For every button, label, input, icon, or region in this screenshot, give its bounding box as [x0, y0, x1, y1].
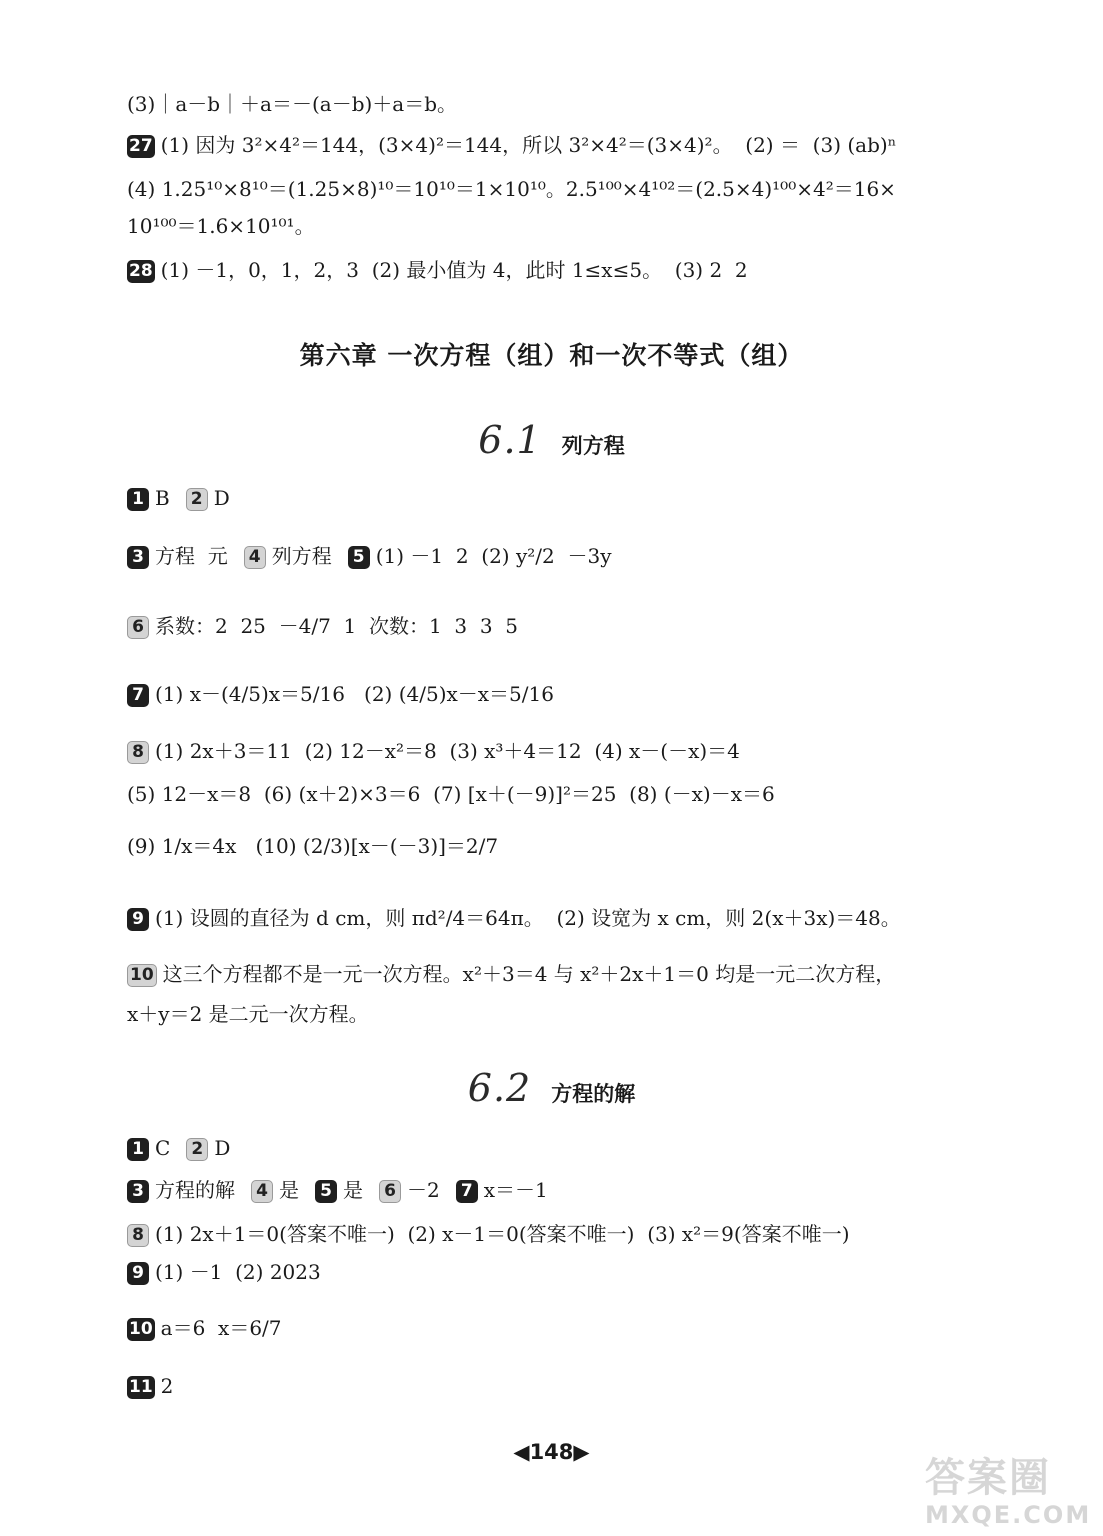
watermark-url: MXQE.COM — [925, 1501, 1092, 1529]
question-number-badge: 3 — [127, 546, 149, 569]
section-title: 列方程 — [561, 434, 625, 458]
section-heading — [0, 418, 1103, 462]
answer-line — [127, 832, 1043, 860]
question-number-badge: 5 — [348, 546, 370, 569]
answer-text: 10¹⁰⁰＝1.6×10¹⁰¹。 — [127, 214, 315, 238]
answer-text: (1) 2x＋3＝11 (2) 12－x²＝8 (3) x³＋4＝12 (4) x－(－x)＝4 — [155, 739, 740, 763]
answer-line — [127, 1134, 1043, 1162]
question-number-badge: 2 — [186, 1138, 208, 1161]
answer-text: C — [155, 1136, 171, 1160]
answer-text: (1) 因为 3²×4²＝144，(3×4)²＝144，所以 3²×4²＝(3×4)²。 (2) ＝ (3) (ab)ⁿ — [160, 133, 897, 157]
section-heading — [0, 1066, 1103, 1110]
section-number: 6.1 — [478, 418, 542, 462]
answer-text: B — [155, 486, 170, 510]
question-number-badge: 6 — [379, 1180, 401, 1203]
answer-line — [127, 960, 1043, 988]
question-number-badge: 10 — [127, 964, 157, 987]
answer-text: (4) 1.25¹⁰×8¹⁰＝(1.25×8)¹⁰＝10¹⁰＝1×10¹⁰。2.5¹⁰⁰×4¹⁰²＝(2.5×4)¹⁰⁰×4²＝16× — [127, 177, 896, 201]
question-number-badge: 4 — [244, 546, 266, 569]
question-number-badge: 11 — [129, 1377, 153, 1397]
question-number-badge: 9 — [127, 1262, 149, 1285]
answer-line — [127, 1176, 1043, 1204]
answer-text: (1) x－(4/5)x＝5/16 (2) (4/5)x－x＝5/16 — [155, 682, 554, 706]
question-number-badge: 1 — [127, 1138, 149, 1161]
question-number-badge: 6 — [127, 616, 149, 639]
question-number-badge: 5 — [315, 1180, 337, 1203]
question-number-badge: 28 — [129, 261, 153, 281]
answer-text: 列方程 — [271, 544, 332, 568]
question-number-badge: 1 — [127, 488, 149, 511]
answer-text: D — [214, 1136, 231, 1160]
answer-text: (9) 1/x＝4x (10) (2/3)[x－(－3)]＝2/7 — [127, 834, 499, 858]
question-number-badge: 4 — [251, 1180, 273, 1203]
answer-line — [127, 1372, 1043, 1400]
answer-line — [127, 1220, 1043, 1248]
answer-line — [127, 131, 1043, 159]
answer-line — [127, 904, 1043, 932]
answer-line — [127, 780, 1043, 808]
answer-text: x＋y＝2 是二元一次方程。 — [127, 1002, 369, 1026]
question-number-badge: 27 — [129, 136, 153, 156]
answer-text: －2 — [407, 1178, 440, 1202]
question-number-badge: 9 — [127, 908, 149, 931]
answer-line — [127, 90, 1043, 118]
answer-text: 方程的解 — [155, 1178, 235, 1202]
answer-text: a＝6 x＝6/7 — [160, 1316, 282, 1340]
answer-text: (1) 设圆的直径为 d cm，则 πd²/4＝64π。 (2) 设宽为 x cm，则 2(x＋3x)＝48。 — [155, 906, 901, 930]
question-number-badge: 10 — [129, 1319, 153, 1339]
question-number-badge: 8 — [127, 1224, 149, 1247]
answer-text: 这三个方程都不是一元一次方程。x²＋3＝4 与 x²＋2x＋1＝0 均是一元二次方程， — [162, 962, 896, 986]
answer-text: (5) 12－x＝8 (6) (x＋2)×3＝6 (7) [x＋(－9)]²＝25 (8) (－x)－x＝6 — [127, 782, 775, 806]
answer-text: x＝－1 — [483, 1178, 548, 1202]
answer-line — [127, 212, 1043, 240]
answer-text: 是 — [279, 1178, 299, 1202]
answer-line — [127, 1000, 1043, 1028]
watermark-logo — [925, 1455, 1095, 1533]
answer-text: D — [213, 486, 230, 510]
answer-line — [127, 1314, 1043, 1342]
answer-line — [127, 542, 1043, 570]
section-title: 方程的解 — [551, 1082, 636, 1106]
answer-text: 是 — [343, 1178, 363, 1202]
question-number-badge: 7 — [456, 1180, 478, 1203]
answer-line — [127, 737, 1043, 765]
answer-line — [127, 484, 1043, 512]
answer-text: (1) －1 2 (2) y²/2 －3y — [375, 544, 612, 568]
answer-line — [127, 1258, 1043, 1286]
question-number-badge: 8 — [127, 741, 149, 764]
page-number: ◀148▶ — [513, 1440, 590, 1464]
answer-line — [127, 612, 1043, 640]
answer-text: 2 — [160, 1374, 174, 1398]
answer-text: (1) －1 (2) 2023 — [155, 1260, 321, 1284]
answer-line — [127, 680, 1043, 708]
question-number-badge: 2 — [186, 488, 208, 511]
answer-text: (1) 2x＋1＝0(答案不唯一) (2) x－1＝0(答案不唯一) (3) x²＝9(答案不唯一) — [155, 1222, 850, 1246]
answer-text: (1) －1，0，1，2，3 (2) 最小值为 4，此时 1≤x≤5。 (3) 2 2 — [160, 258, 748, 282]
answer-line — [127, 256, 1043, 284]
answer-text: 系数：2 25 －4/7 1 次数：1 3 3 5 — [155, 614, 518, 638]
question-number-badge: 3 — [127, 1180, 149, 1203]
section-number: 6.2 — [467, 1066, 532, 1110]
answer-text: (3)｜a－b｜＋a＝－(a－b)＋a＝b。 — [127, 92, 458, 116]
watermark-text: 答案圈 — [925, 1455, 1051, 1501]
answer-line — [127, 175, 1043, 203]
chapter-title: 第六章 一次方程（组）和一次不等式（组） — [299, 341, 804, 370]
question-number-badge: 7 — [127, 684, 149, 707]
answer-text: 方程 元 — [155, 544, 228, 568]
